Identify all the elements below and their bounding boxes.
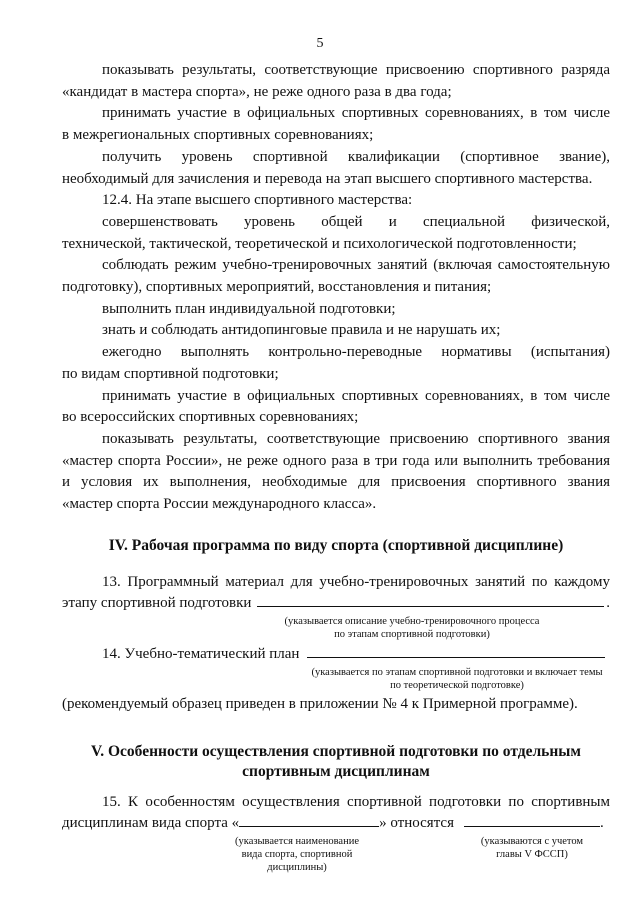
cms-paragraph-3-line-1: получить уровень спортивной квалификации (спортивное звание), — [102, 148, 610, 165]
hsm-paragraph-1-line-2: технической, тактической, теоретической и психологической подготовленности; — [62, 235, 577, 252]
hsm-paragraph-7-line-4: «мастер спорта России международного класса». — [62, 496, 377, 513]
item-15-line2 — [62, 813, 610, 835]
section-iv-title: IV. Рабочая программа по виду спорта (спортивной дисциплине) — [108, 536, 564, 554]
item-13-blank — [257, 593, 604, 607]
item-13-note: (указывается описание учебно-тренировочного процесса по этапам спортивной подготовки) — [284, 616, 540, 641]
hsm-paragraph-6-line-1: принимать участие в официальных спортивных соревнованиях, в том числе — [102, 387, 610, 404]
hsm-paragraph-1-line-1: совершенствовать уровень общей и специальной физической, — [102, 213, 610, 230]
section-v-title: V. Особенности осуществления спортивной подготовки по отдельным спортивным дисциплинам — [91, 742, 581, 780]
item-15-text-a: дисциплинам вида спорта « — [62, 815, 240, 832]
hsm-paragraph-6-line-2: во всероссийских спортивных соревнованиях; — [62, 409, 359, 426]
item-12-4: 12.4. На этапе высшего спортивного мастерства: — [102, 192, 413, 209]
hsm-paragraph-2-line-2: подготовку), спортивных мероприятий, восстановления и питания; — [62, 279, 492, 296]
item-15-sport-blank — [239, 813, 379, 827]
item-13-line2 — [62, 593, 610, 615]
hsm-paragraph-7-line-1: показывать результаты, соответствующие присвоению спортивного звания — [102, 430, 610, 447]
item-15-notes — [62, 835, 610, 879]
item-15-line1: 15. К особенностям осуществления спортивной подготовки по спортивным — [102, 793, 610, 810]
item-14-sample: (рекомендуемый образец приведен в приложении № 4 к Примерной программе). — [62, 695, 578, 712]
cms-paragraph-1-line-2: «кандидат в мастера спорта», не реже одного раза в два года; — [62, 83, 452, 100]
item-14-line — [62, 644, 610, 666]
item-14-note: (указывается по этапам спортивной подготовки и включает темы по теоретической подготовке) — [311, 666, 603, 691]
item-13-period: . — [606, 595, 610, 612]
cms-stage-requirements — [62, 60, 610, 190]
hsm-paragraph-5-line-1: ежегодно выполнять контрольно-переводные нормативы (испытания) — [102, 344, 610, 361]
item-15-period: . — [600, 815, 604, 832]
item-13-line1: 13. Программный материал для учебно-тренировочных занятий по каждому — [102, 573, 610, 590]
hsm-paragraph-3-line-1: выполнить план индивидуальной подготовки; — [102, 300, 396, 317]
hsm-paragraph-5-line-2: по видам спортивной подготовки; — [62, 365, 279, 382]
item-14-blank — [307, 644, 605, 658]
hsm-paragraph-7-line-3: и условия их выполнения, необходимые для присвоения спортивного звания — [62, 474, 610, 491]
hsm-paragraph-4-line-1: знать и соблюдать антидопинговые правила и не нарушать их; — [102, 322, 501, 339]
document-body — [62, 60, 610, 879]
item-14-text: 14. Учебно-тематический план — [102, 646, 300, 663]
hsm-paragraph-7-line-2: «мастер спорта России», не реже одного раза в три года или выполнить требования — [62, 452, 610, 469]
hsm-stage-requirements — [62, 212, 610, 516]
page-number: 5 — [316, 36, 324, 51]
item-15-note-right: (указываются с учетом главы V ФССП) — [480, 835, 584, 860]
cms-paragraph-1-line-1: показывать результаты, соответствующие присвоению спортивного разряда — [102, 62, 610, 78]
item-15-features-blank — [464, 813, 600, 827]
cms-paragraph-3-line-2: необходимый для зачисления и перевода на этап высшего спортивного мастерства. — [62, 170, 593, 187]
item-15-note-left: (указывается наименование вида спорта, спортивной дисциплины) — [235, 835, 359, 873]
hsm-paragraph-2-line-1: соблюдать режим учебно-тренировочных занятий (включая самостоятельную — [102, 257, 610, 274]
item-15-text-b: » относятся — [379, 815, 454, 832]
cms-paragraph-2-line-2: в межрегиональных спортивных соревнованиях; — [62, 127, 374, 144]
item-13-text: этапу спортивной подготовки — [62, 595, 252, 612]
cms-paragraph-2-line-1: принимать участие в официальных спортивных соревнованиях, в том числе — [102, 105, 610, 122]
